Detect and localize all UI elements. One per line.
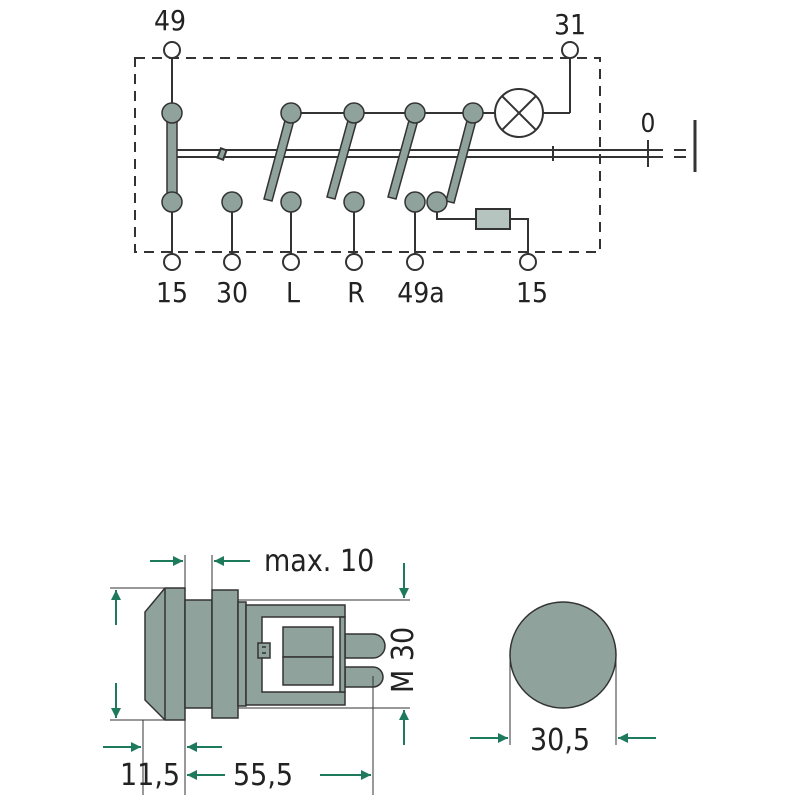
- terminal-label-r: R: [347, 276, 365, 309]
- lamp-icon: [495, 89, 543, 137]
- switch-side-view: [145, 588, 385, 720]
- terminal-label-15b: 15: [515, 276, 549, 309]
- terminal-label-30: 30: [215, 276, 249, 309]
- max-depth-label: max. 10: [264, 544, 375, 579]
- knob-depth-label: 11,5: [120, 758, 181, 793]
- body-length-label: 55,5: [233, 758, 294, 793]
- wiring-schematic: [135, 50, 695, 262]
- switch-housing-outline: [135, 58, 600, 252]
- position-label: 0: [640, 109, 656, 139]
- knob-diameter-label: 30,5: [530, 723, 591, 758]
- resistor-icon: [476, 209, 510, 229]
- terminal-label-15: 15: [155, 276, 189, 309]
- terminal-label-49: 49: [153, 4, 187, 37]
- terminal-label-31: 31: [553, 8, 587, 41]
- terminal-label-l: L: [285, 276, 301, 309]
- terminal-label-49a: 49a: [397, 276, 445, 309]
- knob-front-view: [510, 602, 616, 708]
- thread-label: M 30: [386, 626, 421, 693]
